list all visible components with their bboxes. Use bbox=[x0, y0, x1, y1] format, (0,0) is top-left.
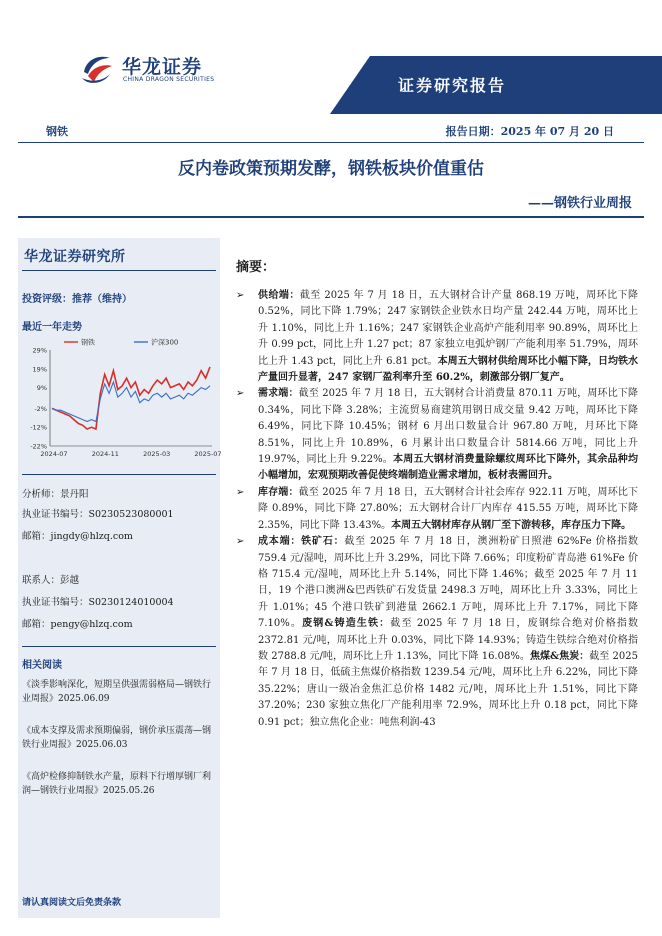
analyst-name: 分析师：景丹阳 bbox=[22, 489, 89, 500]
related-report-link[interactable]: 《高炉检修抑制铁水产量，原料下行增厚钢厂利润—钢铁行业周报》2025.05.26 bbox=[22, 772, 212, 796]
item-subheading: 焦煤&焦炭： bbox=[529, 650, 590, 662]
legend-label: 钢铁 bbox=[81, 338, 95, 347]
rating-value: 推荐（维持） bbox=[72, 294, 132, 305]
item-heading: 库存端： bbox=[258, 486, 299, 498]
y-tick-label: 9% bbox=[36, 384, 47, 393]
company-logo bbox=[80, 50, 230, 90]
x-tick-label: 2025-07 bbox=[194, 450, 222, 458]
item-body: 截至 2025 年 7 月 18 日，五大钢材合计消费量 870.11 万吨，周环比下降 0.34%，同比下降 3.28%；主流贸易商建筑用钢日成交量 9.42 万吨，周环比下降 6.49%，同比下降 10.45%；钢材 6 月出口数量合计 967.80 万吨，月环比下降 8.51%，同比上升 10.89%，6 月累计出口数量合计 5814.66 万吨，同比上升 19.97%，同比上升 9.22%。 bbox=[258, 388, 638, 466]
item-emphasis: 本周五大钢材库存从钢厂至下游转移，库存压力下降。 bbox=[391, 519, 632, 531]
item-heading: 成本端：铁矿石： bbox=[258, 536, 345, 548]
contact-email[interactable]: 邮箱：pengy@hlzq.com bbox=[22, 619, 133, 630]
report-type-label: 证券研究报告 bbox=[398, 76, 507, 95]
related-report-link[interactable]: 《淡季影响深化，短期呈供强需弱格局—钢铁行业周报》2025.06.09 bbox=[22, 680, 212, 704]
trend-label: 最近一年走势 bbox=[22, 322, 82, 333]
sidebar-divider bbox=[22, 646, 216, 647]
bullet-arrow-icon: ➢ bbox=[236, 290, 245, 301]
analyst-email[interactable]: 邮箱：jingdy@hlzq.com bbox=[22, 531, 133, 542]
related-reading-label: 相关阅读 bbox=[22, 660, 62, 671]
item-body: 截至 2025 年 7 月 18 日，澳洲粉矿日照港 62%Fe 价格指数 759.4 元/湿吨，周环比上升 3.29%，同比下降 7.66%；印度粉矿青岛港 61%Fe 价格 715.4 元/湿吨，周环比上升 5.14%，同比下降 1.46%；截至 2025 年 7 月 11 日，19 个港口澳洲&巴西铁矿石发货量 2498.3 万吨，周环比上升 3.33%，同比上升 1.01%；45 个港口铁矿到港量 2662.1 万吨，周环比上升 7.17%，同比下降 7.10%。 bbox=[258, 536, 638, 630]
item-heading: 供给端： bbox=[258, 290, 300, 301]
summary-list bbox=[236, 288, 638, 731]
y-tick-label: 19% bbox=[32, 365, 47, 374]
list-item bbox=[236, 534, 638, 731]
logo-english-name: CHINA DRAGON SECURITIES bbox=[123, 76, 215, 83]
title-divider bbox=[18, 216, 644, 218]
y-tick-label: -22% bbox=[30, 442, 47, 451]
item-body: 截至 2025 年 7 月 18 日，低硫主焦煤价格指数 1239.54 元/吨，周环比上升 6.22%，同比下降 35.22%；唐山一级冶金焦汇总价格 1482 元/吨，周环比上升 1.51%，同比下降 37.20%；230 家独立焦化厂产能利用率 72.9%，周环比上升 0.18 pct，同比下降 0.91 pct；独立焦化企业：吨焦利润-43 bbox=[258, 650, 638, 728]
y-tick-label: -2% bbox=[34, 404, 47, 413]
y-tick-label: -12% bbox=[30, 423, 47, 432]
rating bbox=[22, 290, 132, 305]
sidebar-divider bbox=[22, 474, 216, 475]
rating-label: 投资评级： bbox=[22, 294, 72, 305]
list-item bbox=[236, 288, 638, 386]
item-body: 截至 2025 年 7 月 18 日，废钢综合绝对价格指数 2372.81 元/吨，周环比上升 0.03%，同比下降 14.93%；铸造生铁综合绝对价格指数 2788.8 元/吨，周环比上升 1.13%，同比下降 16.08%。 bbox=[258, 618, 639, 662]
bullet-arrow-icon: ➢ bbox=[236, 486, 245, 498]
x-tick-label: 2024-07 bbox=[40, 450, 68, 458]
item-emphasis: 本周五大钢材消费量除螺纹周环比下降外，其余品种均小幅增加，宏观预期改善促使终端制造业需求增加，板材表需回升。 bbox=[258, 454, 639, 482]
disclaimer-note: 请认真阅读文后免责条款 bbox=[22, 898, 122, 908]
contact-name: 联系人：彭越 bbox=[22, 575, 80, 586]
legend-label: 沪深300 bbox=[151, 338, 179, 347]
report-date: 报告日期：2025 年 07 月 20 日 bbox=[445, 125, 614, 138]
bullet-arrow-icon: ➢ bbox=[236, 388, 245, 400]
x-tick-label: 2025-03 bbox=[143, 450, 171, 458]
item-emphasis: 本周五大钢材供给周环比小幅下降，日均铁水产量回升显著，247 家钢厂盈利率升至 60.2%，刺激部分钢厂复产。 bbox=[258, 355, 639, 384]
analyst-license: 执业证书编号：S0230523080001 bbox=[22, 509, 174, 520]
item-heading: 需求端： bbox=[258, 388, 299, 400]
price-trend-chart bbox=[20, 334, 222, 466]
sector-label: 钢铁 bbox=[46, 125, 68, 138]
contact-license: 执业证书编号：S0230124010004 bbox=[22, 597, 174, 608]
sidebar-divider bbox=[22, 270, 216, 271]
list-item bbox=[236, 386, 638, 484]
x-tick-label: 2024-11 bbox=[91, 450, 119, 458]
sidebar bbox=[18, 238, 220, 918]
item-subheading: 废钢&铸造生铁： bbox=[302, 618, 391, 630]
report-title: 反内卷政策预期发酵，钢铁板块价值重估 bbox=[178, 159, 484, 179]
y-tick-label: 29% bbox=[32, 346, 47, 355]
dragon-logo-icon bbox=[80, 52, 114, 86]
list-item bbox=[236, 485, 638, 534]
logo-chinese-name: 华龙证券 bbox=[122, 56, 203, 78]
item-body: 截至 2025 年 7 月 18 日，五大钢材合计产量 868.19 万吨，周环比下降 0.52%，同比下降 1.79%；247 家钢铁企业铁水日均产量 242.44 万吨，周环比上升 1.10%，同比上升 1.16%；247 家钢铁企业高炉产能利用率 90.89%，周环比上升 0.99 pct，同比上升 1.27 pct；87 家独立电弧炉钢厂产能利用率 51.79%，周环比上升 1.43 pct，同比上升 6.81 pct。 bbox=[258, 290, 638, 367]
bullet-arrow-icon: ➢ bbox=[236, 536, 245, 548]
item-body: 截至 2025 年 7 月 18 日，五大钢材合计社会库存 922.11 万吨，周环比下降 0.89%，同比下降 27.80%；五大钢材合计厂内库存 415.55 万吨，周环比下降 2.35%，同比下降 13.43%。 bbox=[258, 486, 638, 531]
report-subtitle: ——钢铁行业周报 bbox=[527, 196, 632, 211]
summary-heading: 摘要： bbox=[236, 260, 276, 275]
header-divider bbox=[18, 142, 644, 143]
related-report-link[interactable]: 《成本支撑及需求预期偏弱，钢价承压震荡—钢铁行业周报》2025.06.03 bbox=[22, 726, 212, 750]
institute-name: 华龙证券研究所 bbox=[24, 249, 126, 265]
